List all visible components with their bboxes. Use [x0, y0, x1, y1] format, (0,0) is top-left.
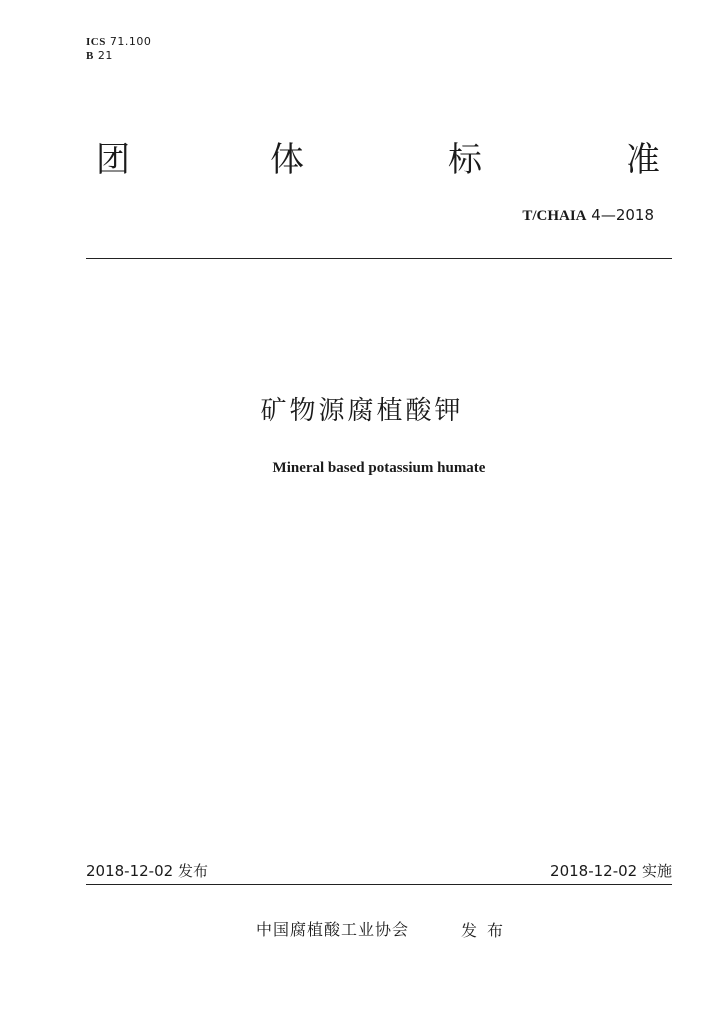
heading-char-2: 体 — [270, 140, 304, 180]
heading-char-4: 准 — [626, 140, 660, 180]
bottom-divider — [86, 884, 672, 885]
classification-codes — [86, 35, 151, 63]
ccs-code-row — [86, 49, 151, 63]
ccs-code: 21 — [97, 49, 113, 62]
implementation-date: 2018-12-02 实施 — [550, 862, 672, 880]
heading-char-1: 团 — [96, 140, 130, 180]
publisher-name: 中国腐植酸工业协会 — [256, 920, 410, 939]
heading-char-3: 标 — [448, 140, 482, 180]
issue-date: 2018-12-02 发布 — [86, 862, 208, 880]
standard-type-heading — [96, 140, 662, 180]
ccs-label: B — [86, 50, 94, 62]
title-chinese: 矿物源腐植酸钾 — [260, 396, 464, 426]
publish-action: 发布 — [461, 921, 514, 940]
top-divider — [86, 258, 672, 259]
ics-label: ICS — [86, 36, 106, 48]
ics-code: 71.100 — [109, 35, 152, 48]
standard-number-prefix: T/CHAIA — [522, 208, 587, 224]
standard-number-suffix: 4—2018 — [591, 206, 654, 224]
title-english: Mineral based potassium humate — [272, 460, 486, 476]
standard-number — [522, 206, 654, 225]
ics-code-row — [86, 35, 151, 49]
